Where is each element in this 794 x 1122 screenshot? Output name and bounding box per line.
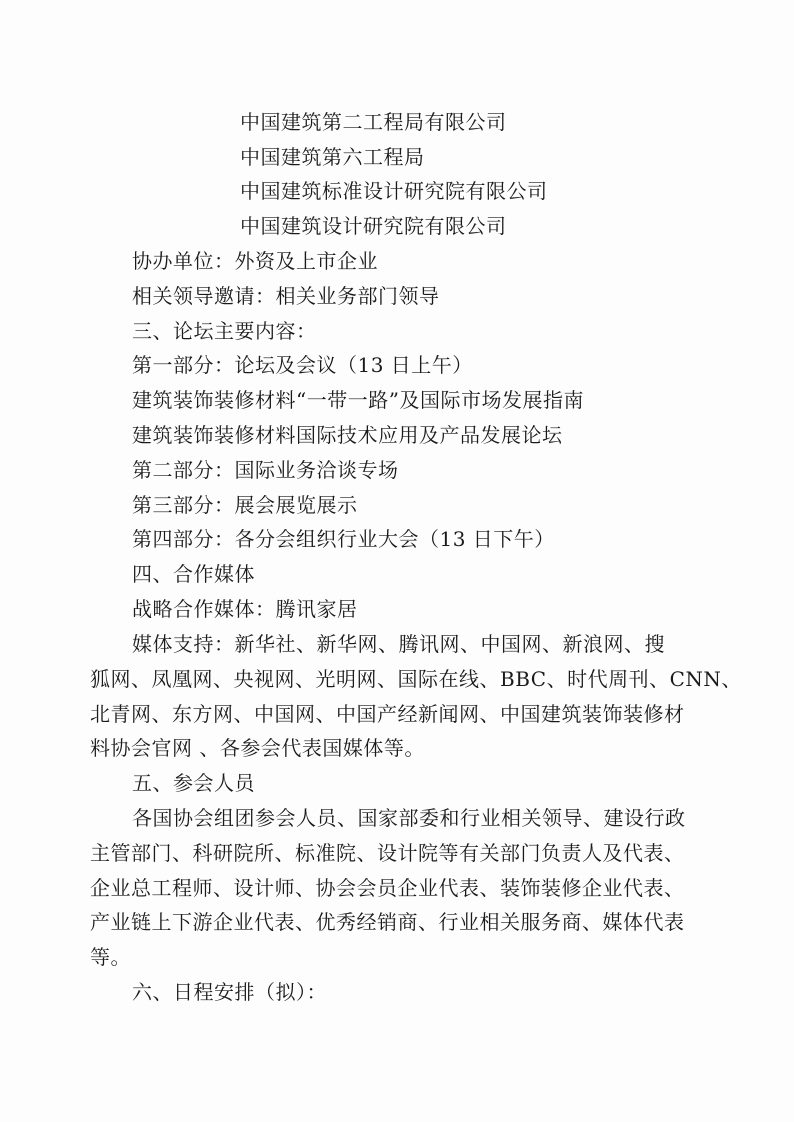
section-3-heading: 三、论坛主要内容： <box>132 319 317 343</box>
organizer-line: 中国建筑设计研究院有限公司 <box>240 214 507 238</box>
organizer-line: 中国建筑标准设计研究院有限公司 <box>240 179 548 203</box>
co-organizer-line: 协办单位：外资及上市企业 <box>132 249 378 273</box>
media-support-line: 北青网、东方网、中国网、中国产经新闻网、中国建筑装饰装修材 <box>90 702 685 726</box>
forum-content-line: 建筑装饰装修材料国际技术应用及产品发展论坛 <box>132 423 563 447</box>
leaders-line: 相关领导邀请：相关业务部门领导 <box>132 284 440 308</box>
section-6-heading: 六、日程安排（拟）： <box>132 980 327 1004</box>
organizer-line: 中国建筑第二工程局有限公司 <box>240 110 507 134</box>
media-support-line: 狐网、凤凰网、央视网、光明网、国际在线、BBC、时代周刊、CNN、 <box>90 667 742 691</box>
attendees-line: 等。 <box>90 945 131 969</box>
media-support-line: 媒体支持：新华社、新华网、腾讯网、中国网、新浪网、搜 <box>132 632 665 656</box>
forum-content-line: 第四部分：各分会组织行业大会（13 日下午） <box>132 527 555 551</box>
forum-content-line: 建筑装饰装修材料“一带一路”及国际市场发展指南 <box>132 388 584 412</box>
forum-content-line: 第三部分：展会展览展示 <box>132 493 358 517</box>
section-4-heading: 四、合作媒体 <box>132 562 255 586</box>
attendees-line: 企业总工程师、设计师、协会会员企业代表、装饰装修企业代表、 <box>90 876 685 900</box>
attendees-line: 主管部门、科研院所、标准院、设计院等有关部门负责人及代表、 <box>90 841 685 865</box>
media-support-line: 料协会官网 、各参会代表国媒体等。 <box>90 736 425 760</box>
forum-content-line: 第二部分：国际业务洽谈专场 <box>132 458 399 482</box>
section-5-heading: 五、参会人员 <box>132 771 255 795</box>
strategic-media-line: 战略合作媒体：腾讯家居 <box>132 597 358 621</box>
attendees-line: 产业链上下游企业代表、优秀经销商、行业相关服务商、媒体代表 <box>90 910 685 934</box>
attendees-line: 各国协会组团参会人员、国家部委和行业相关领导、建设行政 <box>132 806 686 830</box>
forum-content-line: 第一部分：论坛及会议（13 日上午） <box>132 353 473 377</box>
organizer-line: 中国建筑第六工程局 <box>240 145 425 169</box>
